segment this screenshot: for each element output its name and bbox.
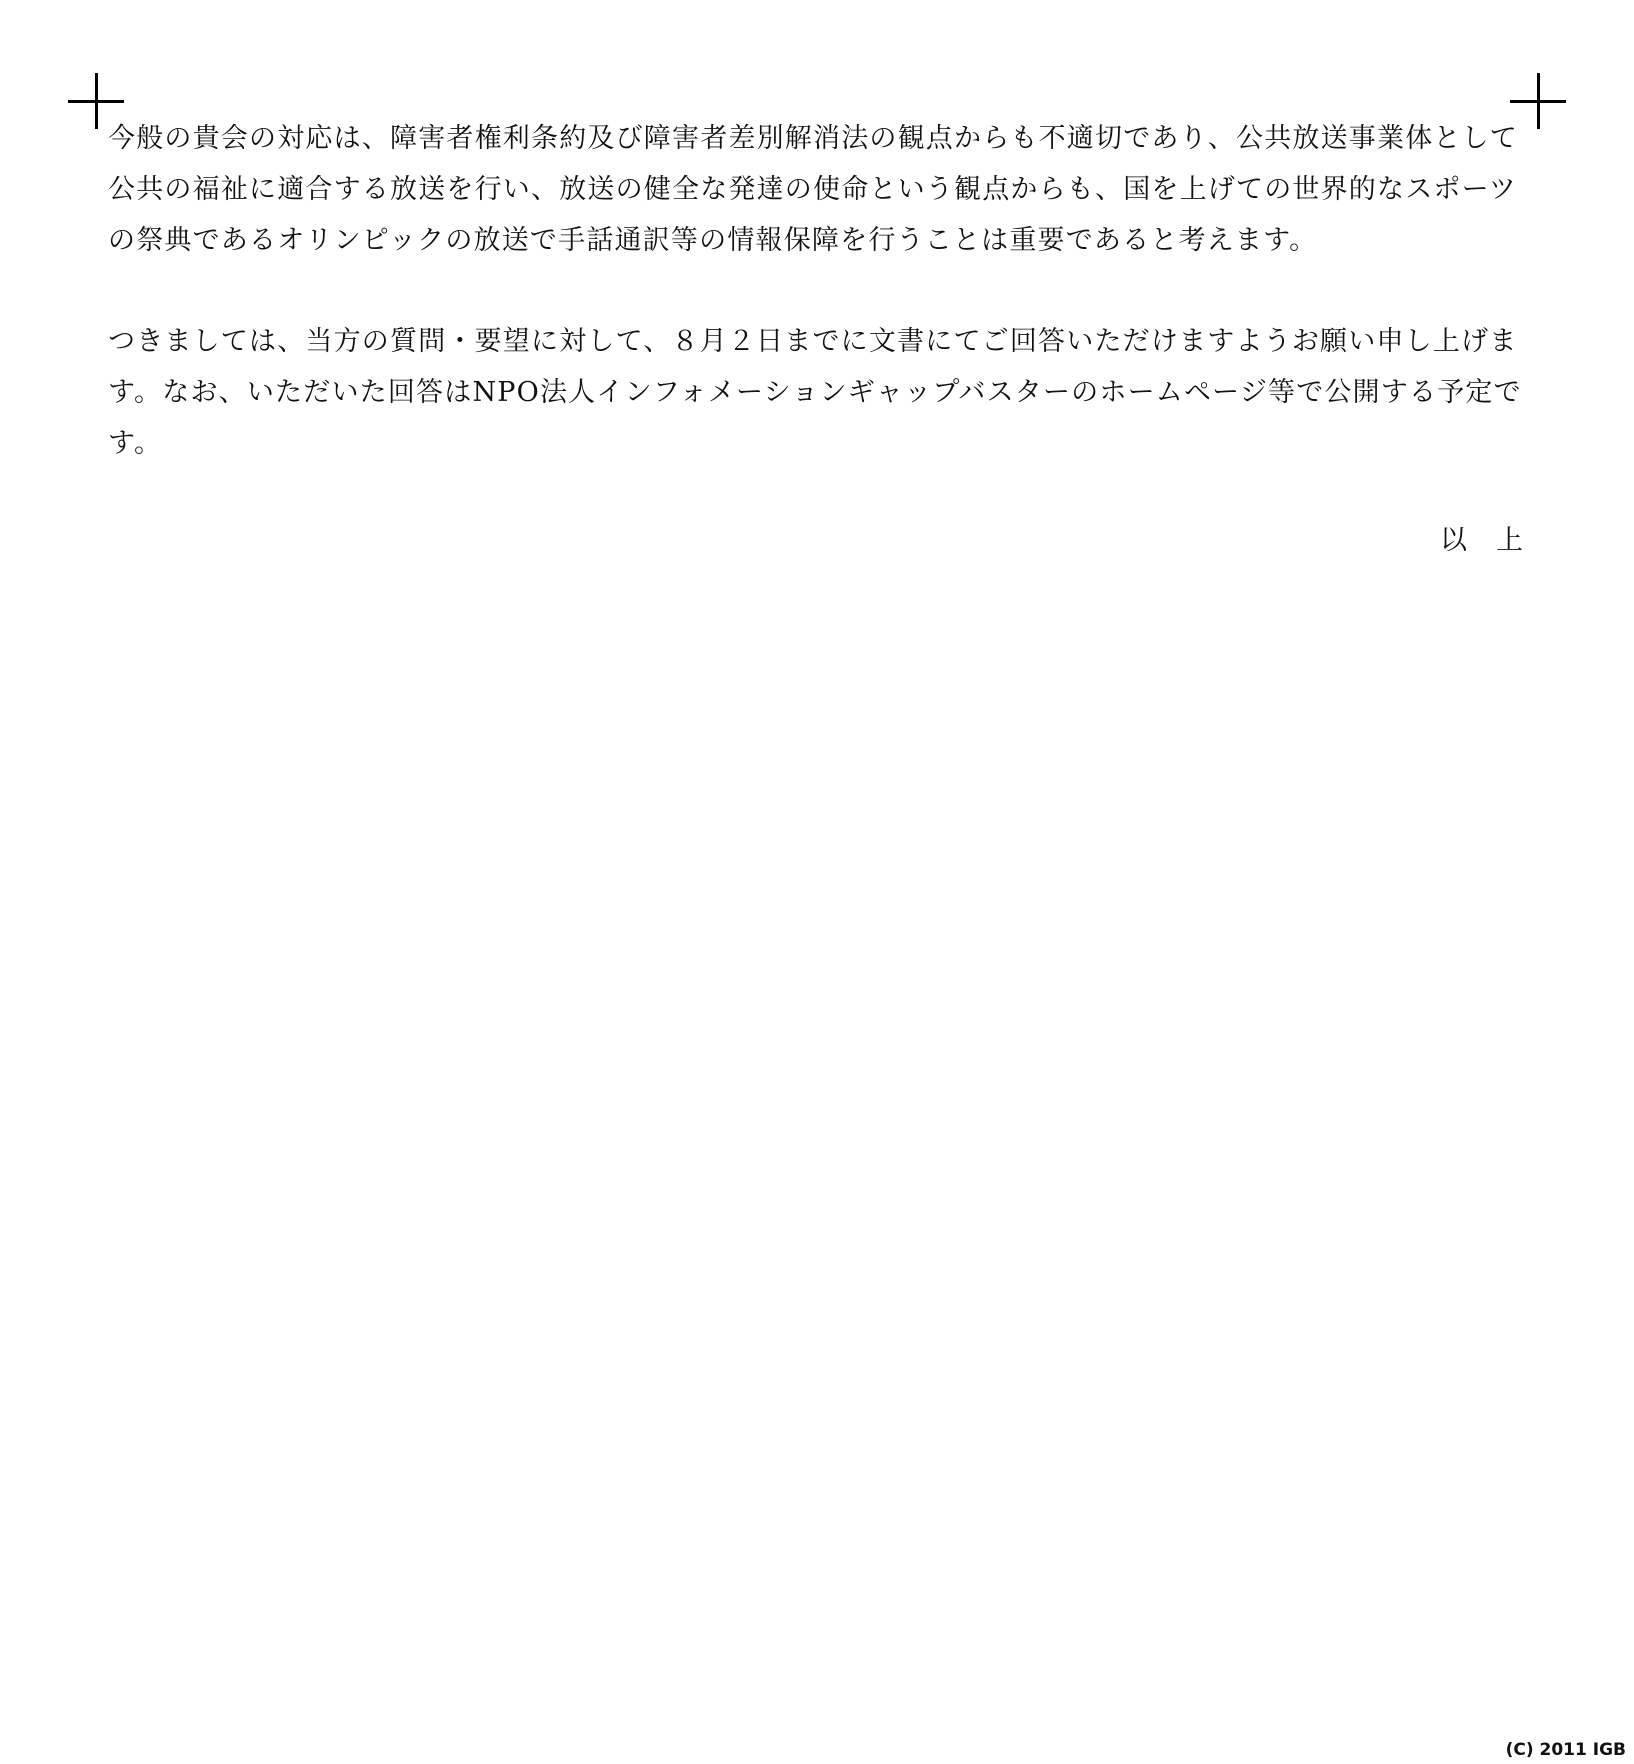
paragraph-response-concern: 今般の貴会の対応は、障害者権利条約及び障害者差別解消法の観点からも不適切であり、公共放送事業体として公共の福祉に適合する放送を行い、放送の健全な発達の使命という観点からも、国を上げての世界的なスポーツの祭典であるオリンピックの放送で手話通訳等の情報保障を行うことは重要であると考えます。 [108,123,1518,256]
document-body [108,113,1524,469]
copyright-footer: (C) 2011 IGB [1505,1740,1626,1760]
paragraph-reply-request: つきましては、当方の質問・要望に対して、８月２日までに文書にてご回答いただけますようお願い申し上げます。なお、いただいた回答はNPO法人インフォメーションギャップバスターのホームページ等で公開する予定です。 [108,326,1522,459]
closing-mark: 以 上 [1440,525,1524,556]
